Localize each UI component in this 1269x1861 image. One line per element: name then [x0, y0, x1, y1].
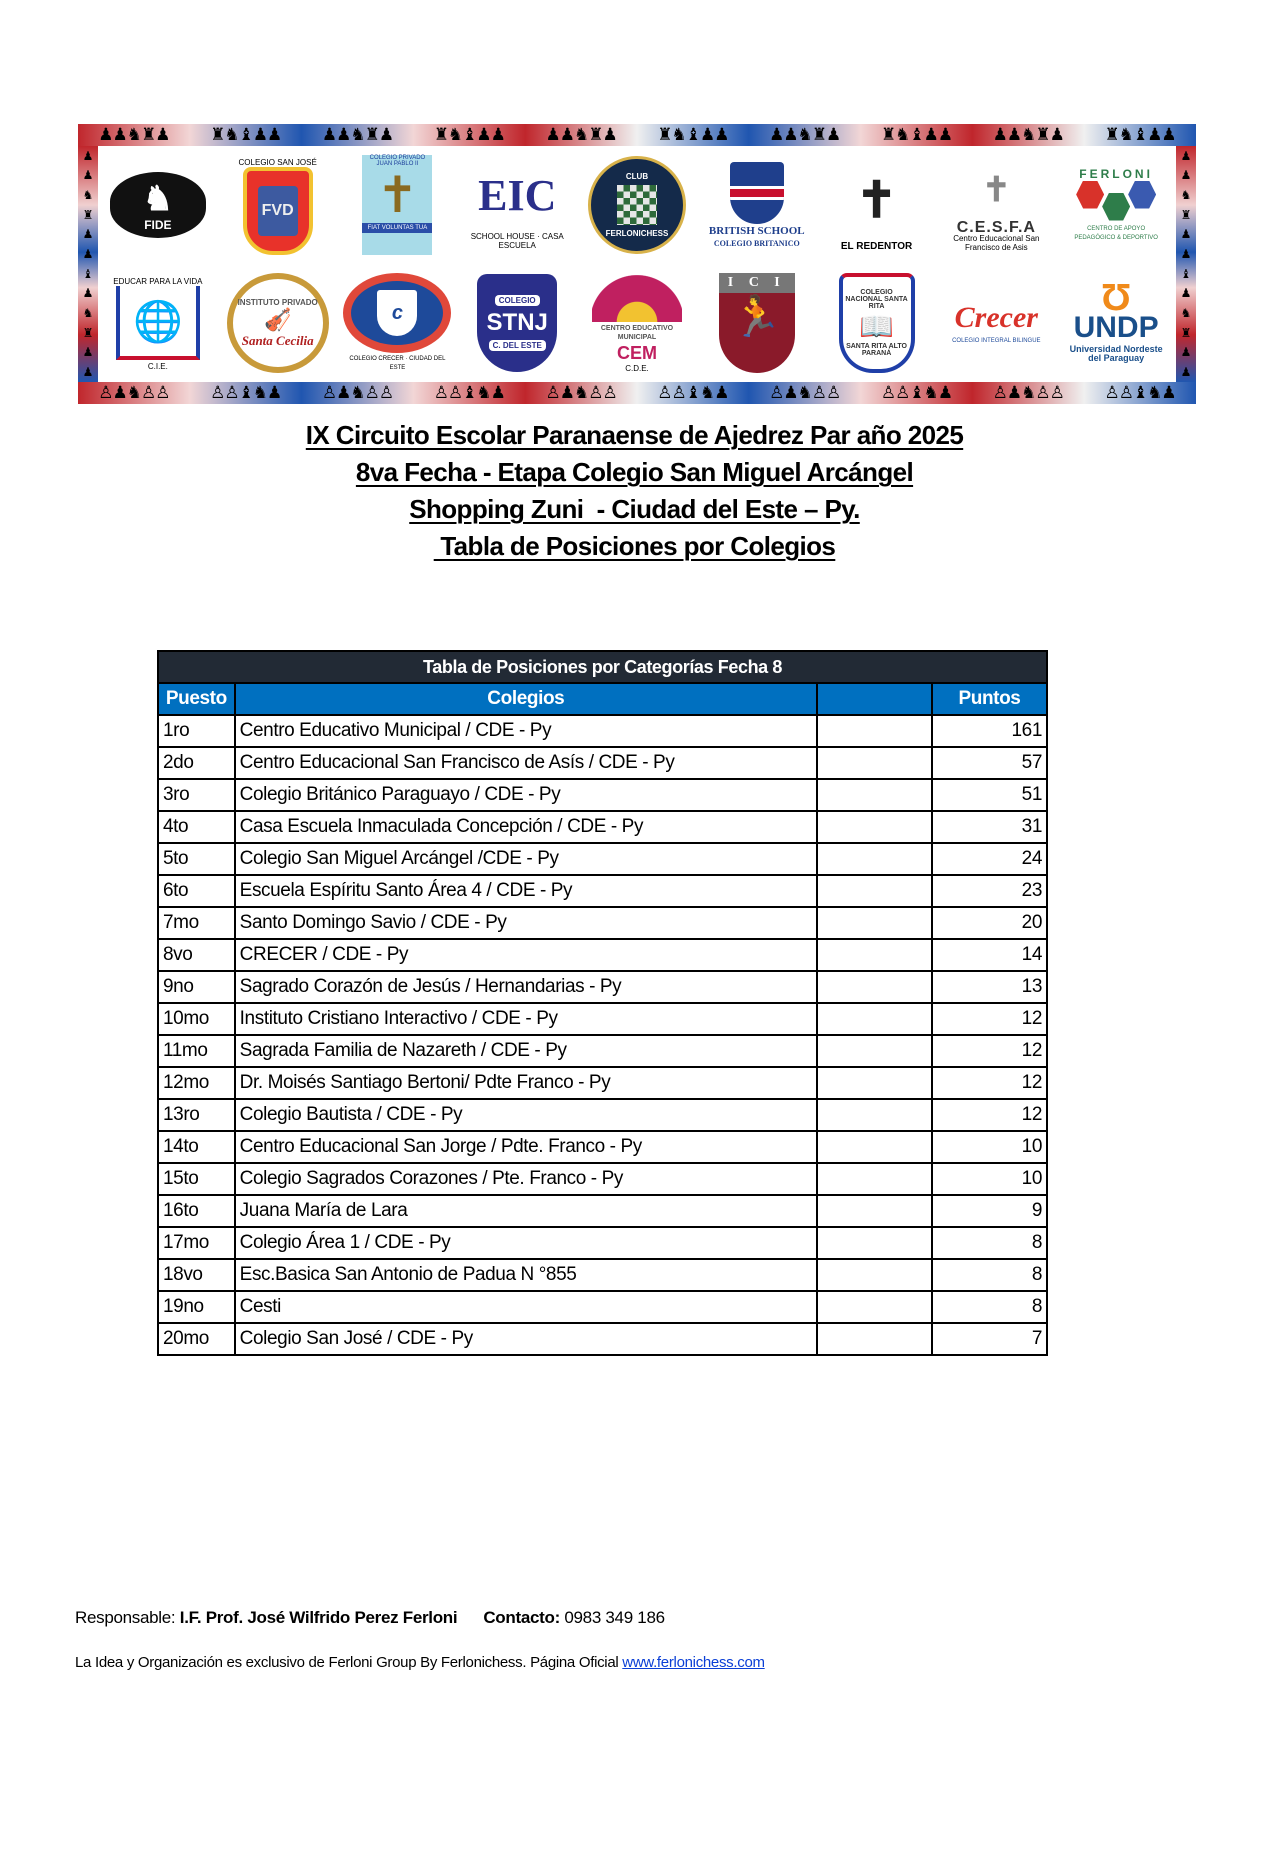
- cell-empty: [817, 1259, 932, 1291]
- cell-puntos: 31: [932, 811, 1047, 843]
- crest-icon: c: [377, 290, 417, 336]
- header-colegios: Colegios: [235, 683, 817, 715]
- cell-colegio: Centro Educativo Municipal / CDE - Py: [235, 715, 817, 747]
- cell-colegio: Colegio Bautista / CDE - Py: [235, 1099, 817, 1131]
- title-date-stage: 8va Fecha - Etapa Colegio San Miguel Arcángel: [355, 457, 914, 487]
- cell-empty: [817, 907, 932, 939]
- table-row: [158, 1131, 1047, 1163]
- cell-colegio: Juana María de Lara: [235, 1195, 817, 1227]
- standings-table: [157, 650, 1048, 1356]
- cell-colegio: Colegio Británico Paraguayo / CDE - Py: [235, 779, 817, 811]
- document-titles: [0, 417, 1269, 565]
- cell-empty: [817, 715, 932, 747]
- cell-colegio: Centro Educacional San Francisco de Asís / CDE - Py: [235, 747, 817, 779]
- cell-puesto: 17mo: [158, 1227, 235, 1259]
- sunrise-book-icon: [592, 273, 682, 322]
- cell-puntos: 12: [932, 1067, 1047, 1099]
- cell-puesto: 5to: [158, 843, 235, 875]
- cell-puesto: 12mo: [158, 1067, 235, 1099]
- cell-puesto: 6to: [158, 875, 235, 907]
- cell-colegio: Colegio Sagrados Corazones / Pte. Franco - Py: [235, 1163, 817, 1195]
- cell-empty: [817, 1227, 932, 1259]
- chessboard-icon: [617, 185, 657, 225]
- cell-puntos: 8: [932, 1291, 1047, 1323]
- table-row: [158, 779, 1047, 811]
- cell-puntos: 10: [932, 1131, 1047, 1163]
- fide-logo: ♞ FIDE: [108, 155, 208, 255]
- cell-puesto: 1ro: [158, 715, 235, 747]
- cell-puesto: 18vo: [158, 1259, 235, 1291]
- table-row: [158, 1163, 1047, 1195]
- cell-puesto: 15to: [158, 1163, 235, 1195]
- header-puntos: Puntos: [932, 683, 1047, 715]
- cell-empty: [817, 1163, 932, 1195]
- cell-colegio: Escuela Espíritu Santo Área 4 / CDE - Py: [235, 875, 817, 907]
- violin-icon: 🎻: [263, 306, 292, 332]
- responsable-name: I.F. Prof. José Wilfrido Perez Ferloni: [179, 1608, 458, 1627]
- table-row: [158, 811, 1047, 843]
- header-empty: [817, 683, 932, 715]
- undp-emblem-icon: Ʊ: [1100, 277, 1132, 319]
- juan-pablo-ii-logo: COLEGIO PRIVADO JUAN PABLO II ✝ FIAT VOLUNTAS TUA: [347, 155, 447, 255]
- cell-puesto: 9no: [158, 971, 235, 1003]
- cell-colegio: Colegio San Miguel Arcángel /CDE - Py: [235, 843, 817, 875]
- cell-colegio: Cesti: [235, 1291, 817, 1323]
- cell-puntos: 14: [932, 939, 1047, 971]
- title-circuit: IX Circuito Escolar Paranaense de Ajedrez Par año 2025: [305, 420, 964, 450]
- cell-colegio: Dr. Moisés Santiago Bertoni/ Pdte Franco - Py: [235, 1067, 817, 1099]
- cell-empty: [817, 1291, 932, 1323]
- table-row: [158, 747, 1047, 779]
- cell-puesto: 16to: [158, 1195, 235, 1227]
- cell-empty: [817, 843, 932, 875]
- escuela-inmaculada-concepcion-logo: EIC SCHOOL HOUSE · CASA ESCUELA: [470, 170, 564, 250]
- cell-empty: [817, 779, 932, 811]
- table-row: [158, 1099, 1047, 1131]
- table-row: [158, 1067, 1047, 1099]
- cell-empty: [817, 1035, 932, 1067]
- table-row: [158, 875, 1047, 907]
- standings-rows: [158, 715, 1047, 1355]
- cell-puntos: 23: [932, 875, 1047, 907]
- official-website-link[interactable]: www.ferlonichess.com: [622, 1654, 765, 1671]
- cell-puesto: 13ro: [158, 1099, 235, 1131]
- cross-icon: ✝: [376, 167, 419, 223]
- cell-empty: [817, 1099, 932, 1131]
- table-row: [158, 1003, 1047, 1035]
- cell-empty: [817, 1195, 932, 1227]
- cell-puesto: 20mo: [158, 1323, 235, 1355]
- cell-puntos: 9: [932, 1195, 1047, 1227]
- header-puesto: Puesto: [158, 683, 235, 715]
- open-book-icon: 📖: [859, 311, 894, 342]
- cell-puesto: 4to: [158, 811, 235, 843]
- globe-icon: 🌐: [116, 286, 200, 360]
- colegio-nacional-santa-rita-logo: COLEGIO NACIONAL SANTA RITA 📖 SANTA RITA ALTO PARANÁ: [827, 273, 927, 373]
- ici-logo: I C I 🏃: [707, 273, 807, 373]
- table-caption: Tabla de Posiciones por Categorías Fecha 8: [158, 651, 1047, 683]
- table-row: [158, 971, 1047, 1003]
- cell-puesto: 11mo: [158, 1035, 235, 1067]
- cell-puesto: 10mo: [158, 1003, 235, 1035]
- cell-colegio: Sagrado Corazón de Jesús / Hernandarias - Py: [235, 971, 817, 1003]
- cell-puesto: 2do: [158, 747, 235, 779]
- table-row: [158, 843, 1047, 875]
- ferloni-group-logo: FERLONI CENTRO DE APOYO PEDAGÓGICO & DEPORTIVO: [1074, 166, 1158, 241]
- british-school-logo: BRITISH SCHOOL COLEGIO BRITANICO: [707, 155, 807, 255]
- cell-puntos: 20: [932, 907, 1047, 939]
- chess-pieces-border-bottom: ♙♟♞♙♙ ♙♙♝♞♟ ♙♟♞♙♙ ♙♙♝♞♟ ♙♟♞♙♙ ♙♙♝♞♟ ♙♟♞♙♙ ♙♙♝♞♟ ♙♟♞♙♙ ♙♙♝♞♟: [98, 383, 1176, 403]
- table-row: [158, 1259, 1047, 1291]
- cell-colegio: Casa Escuela Inmaculada Concepción / CDE - Py: [235, 811, 817, 843]
- cell-colegio: Centro Educacional San Jorge / Pdte. Franco - Py: [235, 1131, 817, 1163]
- sponsor-logos-banner: [78, 124, 1196, 404]
- chess-pieces-border-left: ♟ ♟ ♞ ♜ ♟ ♟ ♝ ♟ ♞ ♜ ♟ ♟: [78, 146, 98, 382]
- cell-puntos: 7: [932, 1323, 1047, 1355]
- cell-puesto: 7mo: [158, 907, 235, 939]
- colegio-stnj-logo: COLEGIO STNJ C. DEL ESTE: [467, 273, 567, 373]
- cell-puntos: 57: [932, 747, 1047, 779]
- undp-logo: Ʊ UNDP Universidad Nordeste del Paraguay: [1069, 277, 1163, 363]
- el-redentor-logo: ✝ EL REDENTOR: [827, 155, 927, 255]
- cell-puesto: 8vo: [158, 939, 235, 971]
- cell-puntos: 12: [932, 1099, 1047, 1131]
- cell-empty: [817, 1323, 932, 1355]
- cell-puntos: 161: [932, 715, 1047, 747]
- cell-puesto: 14to: [158, 1131, 235, 1163]
- union-jack-shield-icon: [730, 162, 784, 224]
- title-venue: Shopping Zuni - Ciudad del Este – Py.: [409, 494, 860, 524]
- running-child-icon: 🏃: [731, 294, 782, 339]
- cell-colegio: Santo Domingo Savio / CDE - Py: [235, 907, 817, 939]
- cell-puntos: 13: [932, 971, 1047, 1003]
- cell-empty: [817, 971, 932, 1003]
- cell-colegio: Instituto Cristiano Interactivo / CDE - Py: [235, 1003, 817, 1035]
- hexagons-icon: [1074, 179, 1158, 223]
- contact-phone: 0983 349 186: [564, 1608, 665, 1627]
- title-standings: Tabla de Posiciones por Colegios: [433, 531, 836, 561]
- club-ferlonichess-logo: CLUB FERLONICHESS: [587, 155, 687, 255]
- cell-colegio: CRECER / CDE - Py: [235, 939, 817, 971]
- cell-empty: [817, 1003, 932, 1035]
- table-row: [158, 939, 1047, 971]
- colegio-san-jose-logo: COLEGIO SAN JOSÉ FVD: [228, 155, 328, 255]
- knight-icon: ♞: [142, 180, 174, 218]
- table-row: [158, 907, 1047, 939]
- footer-responsable: Responsable: I.F. Prof. José Wilfrido Perez Ferloni Contacto: 0983 349 186: [75, 1608, 665, 1627]
- cie-logo: EDUCAR PARA LA VIDA 🌐 C.I.E.: [113, 277, 203, 371]
- cell-puntos: 10: [932, 1163, 1047, 1195]
- table-row: [158, 1291, 1047, 1323]
- chess-pieces-border-right: ♟ ♟ ♞ ♜ ♟ ♟ ♝ ♟ ♞ ♜ ♟ ♟: [1176, 146, 1196, 382]
- cell-puesto: 19no: [158, 1291, 235, 1323]
- cell-colegio: Colegio San José / CDE - Py: [235, 1323, 817, 1355]
- cell-empty: [817, 747, 932, 779]
- cell-empty: [817, 811, 932, 843]
- chess-pieces-border-top: ♟♟♞♜♟ ♜♞♝♟♟ ♟♟♞♜♟ ♜♞♝♟♟ ♟♟♞♜♟ ♜♞♝♟♟ ♟♟♞♜♟ ♜♞♝♟♟ ♟♟♞♜♟ ♜♞♝♟♟: [98, 125, 1176, 145]
- table-row: [158, 715, 1047, 747]
- cell-puntos: 12: [932, 1003, 1047, 1035]
- cell-puntos: 24: [932, 843, 1047, 875]
- cell-colegio: Colegio Área 1 / CDE - Py: [235, 1227, 817, 1259]
- cell-empty: [817, 1131, 932, 1163]
- santa-cecilia-logo: INSTITUTO PRIVADO 🎻 Santa Cecilia: [228, 273, 328, 373]
- table-row: [158, 1195, 1047, 1227]
- table-row: [158, 1323, 1047, 1355]
- cell-puntos: 8: [932, 1227, 1047, 1259]
- footer-organization: La Idea y Organización es exclusivo de Ferloni Group By Ferlonichess. Página Oficial www.ferlonichess.com: [75, 1654, 765, 1671]
- cell-puesto: 3ro: [158, 779, 235, 811]
- cell-colegio: Esc.Basica San Antonio de Padua N °855: [235, 1259, 817, 1291]
- cell-empty: [817, 939, 932, 971]
- cell-puntos: 51: [932, 779, 1047, 811]
- christ-statue-icon: ✝: [855, 171, 898, 228]
- cell-colegio: Sagrada Familia de Nazareth / CDE - Py: [235, 1035, 817, 1067]
- table-row: [158, 1227, 1047, 1259]
- cross-icon: ✝: [982, 170, 1011, 209]
- colegio-crecer-logo: c COLEGIO CRECER · CIUDAD DEL ESTE: [347, 273, 447, 373]
- cesfa-logo: ✝ C.E.S.F.A Centro Educacional San Francisco de Asis: [953, 170, 1040, 252]
- cell-empty: [817, 875, 932, 907]
- table-row: [158, 1035, 1047, 1067]
- cem-logo: CENTRO EDUCATIVO MUNICIPAL CEM C.D.E.: [587, 273, 687, 373]
- cell-empty: [817, 1067, 932, 1099]
- cell-puntos: 8: [932, 1259, 1047, 1291]
- cell-puntos: 12: [932, 1035, 1047, 1067]
- crecer-bilingue-logo: Crecer COLEGIO INTEGRAL BILINGUE: [952, 300, 1041, 344]
